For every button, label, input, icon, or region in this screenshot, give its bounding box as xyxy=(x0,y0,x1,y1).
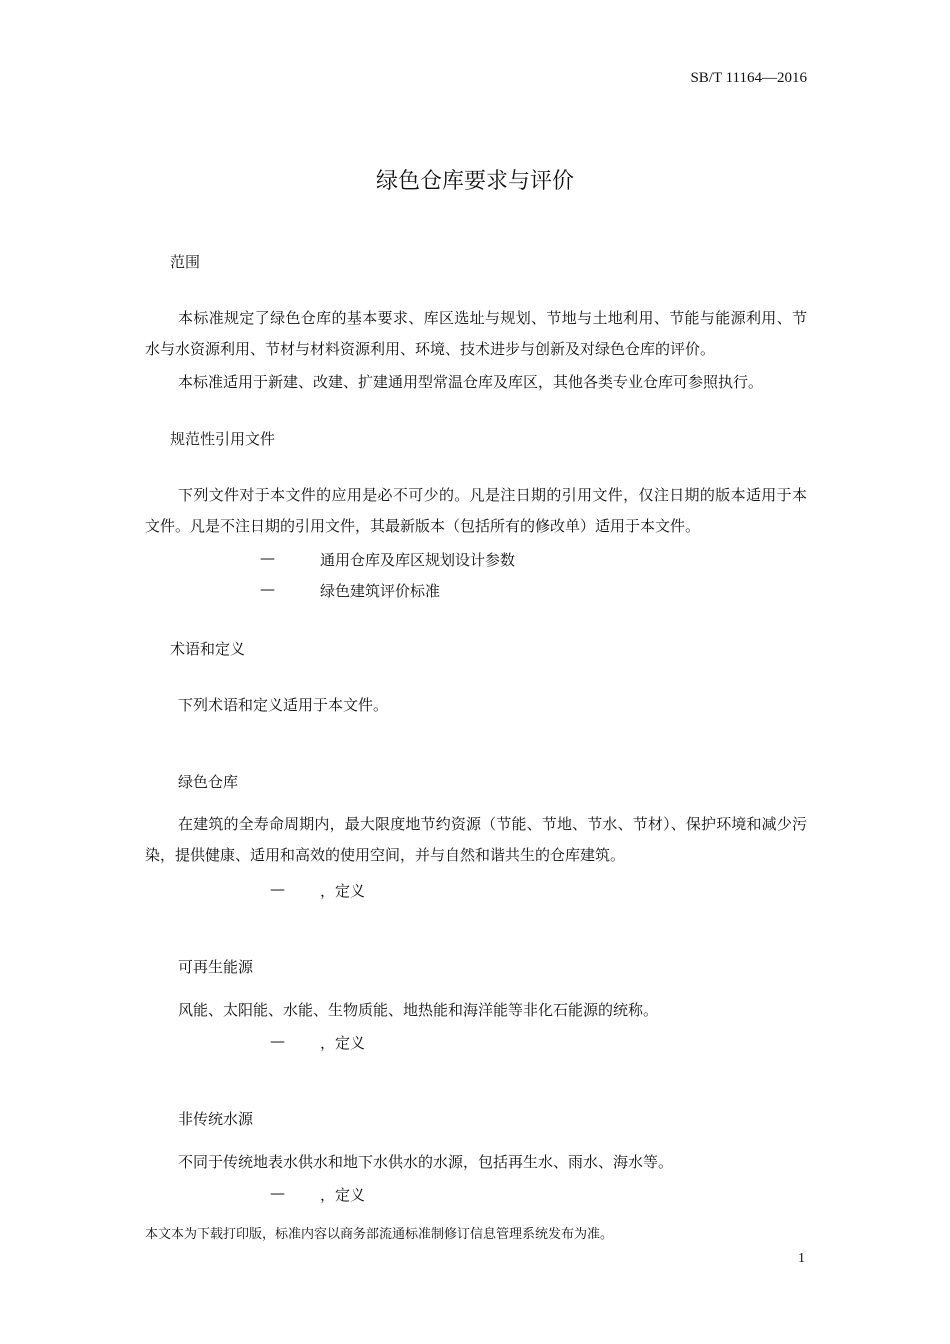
term-definition: 在建筑的全寿命周期内，最大限度地节约资源（节能、节地、节水、节材）、保护环境和减少污染，提供健康、适用和高效的使用空间，并与自然和谐共生的仓库建筑。 xyxy=(145,815,807,864)
term-definition: 风能、太阳能、水能、生物质能、地热能和海洋能等非化石能源的统称。 xyxy=(178,1001,659,1019)
term-note-dash: — xyxy=(270,880,285,898)
term-note: ，定义 xyxy=(320,1186,366,1204)
reference-dash: — xyxy=(260,580,275,598)
reference-dash: — xyxy=(260,549,275,567)
section-heading-scope: 范围 xyxy=(170,253,201,271)
term-definition: 不同于传统地表水供水和地下水供水的水源，包括再生水、雨水、海水等。 xyxy=(178,1153,674,1171)
term-note-dash: — xyxy=(270,1032,285,1050)
term-note: ，定义 xyxy=(320,1034,366,1052)
scope-paragraph-2: 本标准适用于新建、改建、扩建通用型常温仓库及库区，其他各类专业仓库可参照执行。 xyxy=(178,373,764,391)
reference-item: 绿色建筑评价标准 xyxy=(320,582,441,600)
term-heading: 绿色仓库 xyxy=(178,773,239,791)
section-heading-normative-references: 规范性引用文件 xyxy=(170,430,276,448)
page-number: 1 xyxy=(798,1251,805,1266)
term-note: ，定义 xyxy=(320,882,366,900)
term-note-dash: — xyxy=(270,1184,285,1202)
term-heading: 可再生能源 xyxy=(178,958,254,976)
terms-intro: 下列术语和定义适用于本文件。 xyxy=(178,696,389,714)
reference-item: 通用仓库及库区规划设计参数 xyxy=(320,551,516,569)
normative-paragraph: 下列文件对于本文件的应用是必不可少的。凡是注日期的引用文件，仅注日期的版本适用于本文件。凡是不注日期的引用文件，其最新版本（包括所有的修改单）适用于本文件。 xyxy=(145,486,807,535)
standard-code: SB/T 11164—2016 xyxy=(690,70,807,86)
term-heading: 非传统水源 xyxy=(178,1110,254,1128)
section-heading-terms: 术语和定义 xyxy=(170,640,246,658)
document-title: 绿色仓库要求与评价 xyxy=(375,169,574,194)
footer-note: 本文本为下载打印版，标准内容以商务部流通标准制修订信息管理系统发布为准。 xyxy=(145,1227,614,1242)
scope-paragraph-1: 本标准规定了绿色仓库的基本要求、库区选址与规划、节地与土地利用、节能与能源利用、节水与水资源利用、节材与材料资源利用、环境、技术进步与创新及对绿色仓库的评价。 xyxy=(145,309,807,358)
